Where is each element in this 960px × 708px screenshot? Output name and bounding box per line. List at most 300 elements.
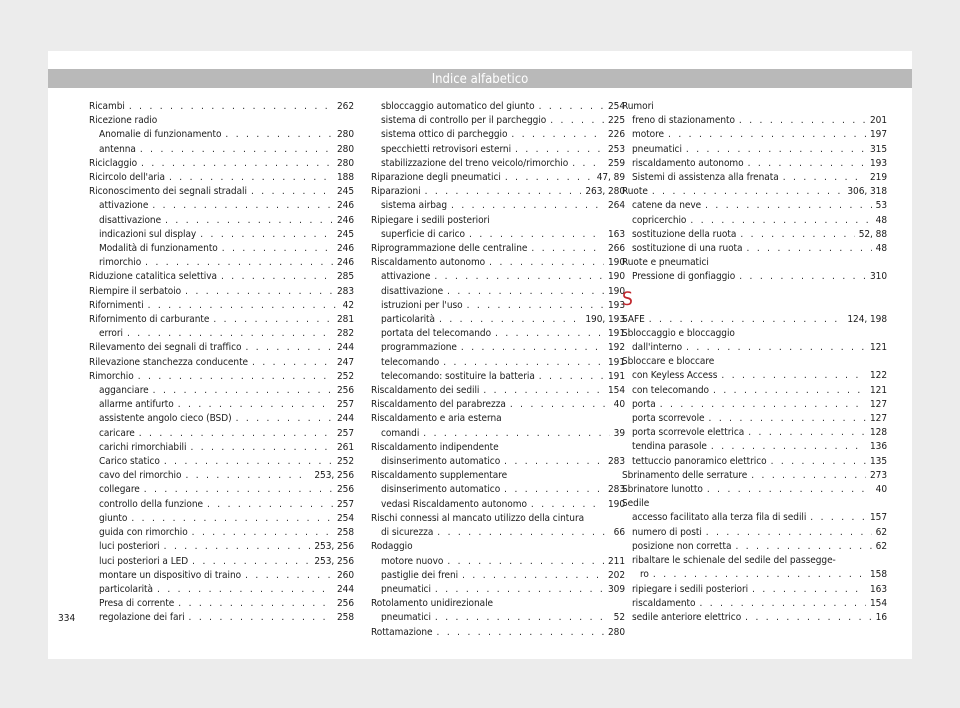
dot-leader bbox=[439, 313, 581, 327]
dot-leader bbox=[434, 270, 604, 284]
index-subentry bbox=[371, 285, 625, 299]
index-subentry bbox=[89, 583, 354, 597]
dot-leader bbox=[152, 199, 333, 213]
entry-pages: 40 bbox=[613, 399, 625, 411]
dot-leader bbox=[437, 526, 609, 540]
entry-pages: 254 bbox=[336, 512, 354, 524]
entry-pages: 285 bbox=[336, 271, 354, 283]
entry-pages: 190 bbox=[607, 285, 625, 297]
index-subentry bbox=[371, 299, 625, 313]
entry-label: disattivazione bbox=[99, 214, 162, 226]
dot-leader bbox=[192, 555, 310, 569]
entry-label: Riempire il serbatoio bbox=[89, 285, 182, 297]
index-subentry bbox=[89, 427, 354, 441]
index-subentry bbox=[371, 143, 625, 157]
dot-leader bbox=[751, 469, 866, 483]
dot-leader bbox=[178, 398, 333, 412]
entry-label: Riconoscimento dei segnali stradali bbox=[89, 186, 247, 198]
dot-leader bbox=[425, 185, 582, 199]
entry-pages: 40 bbox=[875, 484, 887, 496]
dot-leader bbox=[739, 270, 866, 284]
entry-label: Anomalie di funzionamento bbox=[99, 129, 222, 141]
dot-leader bbox=[711, 440, 866, 454]
index-subentry bbox=[371, 455, 625, 469]
entry-pages: 273 bbox=[869, 469, 887, 481]
dot-leader bbox=[752, 583, 866, 597]
index-subentry bbox=[622, 270, 887, 284]
entry-label: Rifornimenti bbox=[89, 299, 144, 311]
dot-leader bbox=[739, 114, 866, 128]
index-entry bbox=[622, 469, 887, 483]
entry-pages: 191 bbox=[607, 328, 625, 340]
index-subentry bbox=[622, 511, 887, 525]
index-heading: Ricezione radio bbox=[89, 115, 158, 127]
dot-leader bbox=[748, 426, 866, 440]
entry-pages: 192 bbox=[607, 342, 625, 354]
entry-pages: 122 bbox=[869, 370, 887, 382]
entry-pages: 254 bbox=[607, 101, 625, 112]
index-entry bbox=[371, 185, 625, 199]
entry-label: pneumatici bbox=[381, 612, 431, 624]
dot-leader bbox=[462, 569, 604, 583]
dot-leader bbox=[699, 597, 866, 611]
dot-leader bbox=[649, 313, 844, 327]
index-entry bbox=[89, 185, 354, 199]
entry-label: guida con rimorchio bbox=[99, 527, 188, 539]
entry-pages: 245 bbox=[336, 186, 354, 198]
entry-pages: 48 bbox=[875, 214, 887, 226]
index-subentry bbox=[371, 341, 625, 355]
entry-pages: 261 bbox=[336, 441, 354, 453]
index-subentry bbox=[622, 114, 887, 128]
page-title: Indice alfabetico bbox=[431, 72, 529, 87]
entry-pages: 282 bbox=[336, 328, 354, 340]
entry-pages: 244 bbox=[336, 342, 354, 354]
page-number: 334 bbox=[58, 613, 76, 624]
entry-pages: 66 bbox=[613, 527, 625, 539]
entry-label: sbloccaggio automatico del giunto bbox=[381, 101, 535, 112]
dot-leader bbox=[447, 555, 604, 569]
entry-label: Presa di corrente bbox=[99, 598, 175, 610]
entry-label: dall'interno bbox=[632, 342, 683, 354]
entry-label: caricare bbox=[99, 427, 135, 439]
entry-pages: 191 bbox=[607, 356, 625, 368]
dot-leader bbox=[437, 626, 604, 640]
entry-pages: 253, 256 bbox=[314, 541, 354, 553]
index-subentry bbox=[622, 341, 887, 355]
entry-pages: 283 bbox=[336, 285, 354, 297]
index-subentry bbox=[89, 526, 354, 540]
index-heading: Ripiegare i sedili posteriori bbox=[371, 214, 490, 226]
index-subentry bbox=[89, 412, 354, 426]
dot-leader bbox=[653, 568, 866, 582]
entry-label: Sistemi di assistenza alla frenata bbox=[632, 172, 779, 184]
index-subentry bbox=[622, 228, 887, 242]
index-column-3 bbox=[622, 100, 887, 625]
entry-pages: 154 bbox=[607, 385, 625, 397]
index-subentry bbox=[371, 483, 625, 497]
index-subentry bbox=[371, 199, 625, 213]
entry-pages: 246 bbox=[336, 243, 354, 255]
dot-leader bbox=[721, 369, 866, 383]
index-subentry bbox=[89, 498, 354, 512]
dot-leader bbox=[510, 398, 610, 412]
entry-pages: 163 bbox=[607, 228, 625, 240]
index-column-2 bbox=[371, 100, 625, 640]
entry-pages: 226 bbox=[607, 129, 625, 141]
dot-leader bbox=[709, 412, 866, 426]
entry-pages: 127 bbox=[869, 413, 887, 425]
index-subentry bbox=[371, 427, 625, 441]
entry-label: particolarità bbox=[99, 583, 153, 595]
entry-pages: 127 bbox=[869, 398, 887, 410]
entry-label: sistema ottico di parcheggio bbox=[381, 129, 508, 141]
entry-label: pneumatici bbox=[632, 143, 682, 155]
entry-pages: 257 bbox=[336, 498, 354, 510]
index-heading: Riscaldamento e aria esterna bbox=[371, 413, 502, 425]
index-subentry bbox=[371, 157, 625, 171]
dot-leader bbox=[145, 256, 333, 270]
dot-leader bbox=[153, 384, 333, 398]
dot-leader bbox=[185, 285, 333, 299]
entry-label: copricerchio bbox=[632, 214, 687, 226]
entry-pages: 246 bbox=[336, 214, 354, 226]
entry-label: SAFE bbox=[622, 313, 645, 325]
entry-label: posizione non corretta bbox=[632, 540, 732, 552]
dot-leader bbox=[810, 511, 866, 525]
entry-label: controllo della funzione bbox=[99, 498, 203, 510]
dot-leader bbox=[713, 384, 866, 398]
entry-label: disinserimento automatico bbox=[381, 484, 501, 496]
entry-label: luci posteriori bbox=[99, 541, 160, 553]
dot-leader bbox=[735, 540, 871, 554]
index-heading: Ruote e pneumatici bbox=[622, 257, 709, 269]
entry-pages: 246 bbox=[336, 200, 354, 212]
index-entry bbox=[89, 299, 354, 313]
index-heading: Riscaldamento supplementare bbox=[371, 470, 508, 482]
entry-label: con Keyless Access bbox=[632, 370, 718, 382]
dot-leader bbox=[245, 341, 333, 355]
dot-leader bbox=[222, 242, 333, 256]
entry-pages: 309 bbox=[607, 583, 625, 595]
entry-label: freno di stazionamento bbox=[632, 115, 735, 127]
entry-label: sostituzione di una ruota bbox=[632, 243, 743, 255]
index-subentry bbox=[89, 569, 354, 583]
entry-pages: 225 bbox=[607, 115, 625, 127]
entry-pages: 188 bbox=[336, 172, 354, 184]
entry-label: telecomando: sostituire la batteria bbox=[381, 370, 535, 382]
entry-label: ro bbox=[640, 569, 649, 581]
dot-leader bbox=[740, 228, 854, 242]
index-entry bbox=[622, 313, 887, 327]
dot-leader bbox=[178, 597, 333, 611]
entry-label: pastiglie dei freni bbox=[381, 569, 459, 581]
index-subentry bbox=[371, 270, 625, 284]
dot-leader bbox=[686, 143, 866, 157]
index-subentry bbox=[622, 384, 887, 398]
dot-leader bbox=[236, 412, 333, 426]
index-heading: Riscaldamento indipendente bbox=[371, 441, 499, 453]
dot-leader bbox=[539, 370, 604, 384]
index-entry bbox=[89, 370, 354, 384]
dot-leader bbox=[127, 327, 333, 341]
entry-pages: 163 bbox=[869, 583, 887, 595]
entry-label: riscaldamento bbox=[632, 597, 696, 609]
entry-pages: 53 bbox=[875, 200, 887, 212]
dot-leader bbox=[539, 100, 604, 114]
index-subentry bbox=[371, 569, 625, 583]
index-entry bbox=[89, 313, 354, 327]
dot-leader bbox=[192, 526, 333, 540]
entry-label: cavo del rimorchio bbox=[99, 470, 182, 482]
entry-pages: 128 bbox=[869, 427, 887, 439]
entry-pages: 244 bbox=[336, 583, 354, 595]
dot-leader bbox=[504, 455, 604, 469]
entry-pages: 124, 198 bbox=[847, 313, 887, 325]
entry-label: Rilevamento dei segnali di traffico bbox=[89, 342, 242, 354]
index-subentry bbox=[371, 327, 625, 341]
index-entry bbox=[371, 242, 625, 256]
entry-label: motore bbox=[632, 129, 665, 141]
entry-label: Riparazione degli pneumatici bbox=[371, 172, 501, 184]
entry-label: Rottamazione bbox=[371, 626, 433, 638]
dot-leader bbox=[213, 313, 333, 327]
index-subentry bbox=[371, 313, 625, 327]
entry-pages: 256 bbox=[336, 598, 354, 610]
entry-pages: 48 bbox=[875, 243, 887, 255]
dot-leader bbox=[747, 242, 872, 256]
entry-pages: 190 bbox=[607, 498, 625, 510]
dot-leader bbox=[131, 512, 333, 526]
entry-label: portata del telecomando bbox=[381, 328, 492, 340]
dot-leader bbox=[169, 171, 333, 185]
entry-pages: 257 bbox=[336, 399, 354, 411]
dot-leader bbox=[221, 270, 333, 284]
entry-label: rimorchio bbox=[99, 257, 142, 269]
entry-label: accesso facilitato alla terza fila di sedili bbox=[632, 512, 807, 524]
entry-pages: 280 bbox=[607, 626, 625, 638]
entry-label: tettuccio panoramico elettrico bbox=[632, 455, 767, 467]
entry-pages: 190, 193 bbox=[585, 314, 625, 326]
index-subentry bbox=[622, 398, 887, 412]
index-subentry bbox=[89, 128, 354, 142]
entry-pages: 197 bbox=[869, 129, 887, 141]
index-subentry bbox=[89, 469, 354, 483]
entry-label: indicazioni sul display bbox=[99, 228, 197, 240]
entry-label: porta bbox=[632, 398, 656, 410]
entry-pages: 252 bbox=[336, 370, 354, 382]
index-subentry bbox=[371, 526, 625, 540]
index-subentry bbox=[622, 540, 887, 554]
entry-label: Ricambi bbox=[89, 101, 125, 112]
dot-leader bbox=[164, 455, 333, 469]
entry-pages: 258 bbox=[336, 527, 354, 539]
entry-label: Riduzione catalitica selettiva bbox=[89, 271, 217, 283]
dot-leader bbox=[706, 526, 872, 540]
entry-label: disinserimento automatico bbox=[381, 456, 501, 468]
entry-label: Riprogrammazione delle centraline bbox=[371, 243, 528, 255]
entry-label: porta scorrevole bbox=[632, 413, 705, 425]
entry-pages: 283 bbox=[607, 456, 625, 468]
entry-pages: 190 bbox=[607, 257, 625, 269]
dot-leader bbox=[483, 384, 604, 398]
index-letter-heading: S bbox=[622, 287, 633, 310]
index-subentry bbox=[89, 441, 354, 455]
entry-pages: 283 bbox=[607, 484, 625, 496]
index-heading: Sbloccaggio e bloccaggio bbox=[622, 327, 735, 339]
dot-leader bbox=[515, 143, 604, 157]
entry-pages: 62 bbox=[875, 526, 887, 538]
entry-label: sedile anteriore elettrico bbox=[632, 611, 742, 623]
index-subentry bbox=[89, 540, 354, 554]
index-subentry bbox=[371, 611, 625, 625]
entry-pages: 219 bbox=[869, 172, 887, 184]
index-subentry bbox=[371, 114, 625, 128]
entry-label: di sicurezza bbox=[381, 527, 434, 539]
dot-leader bbox=[189, 611, 333, 625]
entry-label: allarme antifurto bbox=[99, 399, 174, 411]
index-entry bbox=[371, 398, 625, 412]
entry-label: comandi bbox=[381, 427, 420, 439]
entry-pages: 266 bbox=[607, 243, 625, 255]
entry-label: antenna bbox=[99, 143, 136, 155]
entry-pages: 121 bbox=[869, 384, 887, 396]
index-subentry bbox=[89, 256, 354, 270]
dot-leader bbox=[748, 157, 866, 171]
index-subentry bbox=[622, 611, 887, 625]
index-subentry bbox=[371, 370, 625, 384]
entry-label: Rimorchio bbox=[89, 370, 134, 382]
entry-pages: 136 bbox=[869, 441, 887, 453]
entry-label: superficie di carico bbox=[381, 228, 466, 240]
entry-pages: 263, 280 bbox=[585, 186, 625, 198]
dot-leader bbox=[443, 356, 604, 370]
dot-leader bbox=[164, 540, 311, 554]
index-column-1 bbox=[89, 100, 354, 626]
index-subentry bbox=[89, 228, 354, 242]
entry-pages: 16 bbox=[875, 611, 887, 623]
index-subentry bbox=[622, 143, 887, 157]
entry-pages: 47, 89 bbox=[596, 172, 625, 184]
entry-label: luci posteriori a LED bbox=[99, 555, 189, 567]
entry-label: motore nuovo bbox=[381, 555, 444, 567]
entry-pages: 264 bbox=[607, 200, 625, 212]
entry-pages: 158 bbox=[869, 569, 887, 581]
entry-pages: 190 bbox=[607, 271, 625, 283]
index-subentry bbox=[89, 611, 354, 625]
entry-pages: 252 bbox=[336, 456, 354, 468]
dot-leader bbox=[435, 611, 610, 625]
index-heading: Rotolamento unidirezionale bbox=[371, 598, 494, 610]
entry-pages: 262 bbox=[336, 101, 354, 112]
dot-leader bbox=[200, 228, 333, 242]
index-subentry bbox=[622, 426, 887, 440]
index-subentry bbox=[622, 242, 887, 256]
dot-leader bbox=[451, 199, 604, 213]
entry-label: Modalità di funzionamento bbox=[99, 243, 218, 255]
dot-leader bbox=[157, 583, 333, 597]
dot-leader bbox=[185, 469, 310, 483]
entry-label: Sbrinamento delle serrature bbox=[622, 469, 748, 481]
index-subentry bbox=[622, 412, 887, 426]
entry-pages: 121 bbox=[869, 342, 887, 354]
entry-pages: 154 bbox=[869, 597, 887, 609]
dot-leader bbox=[252, 356, 333, 370]
entry-label: istruzioni per l'uso bbox=[381, 299, 463, 311]
entry-label: telecomando bbox=[381, 356, 440, 368]
entry-label: attivazione bbox=[99, 200, 149, 212]
entry-label: errori bbox=[99, 328, 123, 340]
index-subentry bbox=[622, 157, 887, 171]
entry-pages: 280 bbox=[336, 157, 354, 169]
entry-label: tendina parasole bbox=[632, 441, 707, 453]
entry-pages: 191 bbox=[607, 370, 625, 382]
index-page bbox=[48, 51, 912, 659]
index-subentry bbox=[622, 199, 887, 213]
dot-leader bbox=[225, 128, 333, 142]
entry-pages: 52, 88 bbox=[858, 228, 887, 240]
index-subentry bbox=[89, 143, 354, 157]
dot-leader bbox=[435, 583, 604, 597]
index-entry bbox=[89, 341, 354, 355]
entry-pages: 253, 256 bbox=[314, 555, 354, 567]
entry-label: numero di posti bbox=[632, 526, 702, 538]
index-heading: Rodaggio bbox=[371, 541, 413, 553]
dot-leader bbox=[165, 214, 333, 228]
index-subentry bbox=[89, 327, 354, 341]
entry-label: pneumatici bbox=[381, 583, 431, 595]
index-subentry bbox=[89, 483, 354, 497]
dot-leader bbox=[461, 341, 604, 355]
entry-label: sostituzione della ruota bbox=[632, 228, 737, 240]
entry-label: Ruote bbox=[622, 186, 648, 198]
entry-label: porta scorrevole elettrica bbox=[632, 427, 745, 439]
index-subentry bbox=[371, 356, 625, 370]
index-subentry bbox=[622, 369, 887, 383]
entry-pages: 253, 256 bbox=[314, 470, 354, 482]
dot-leader bbox=[141, 157, 333, 171]
entry-pages: 280 bbox=[336, 129, 354, 141]
entry-label: Riciclaggio bbox=[89, 157, 138, 169]
entry-pages: 258 bbox=[336, 612, 354, 624]
entry-pages: 245 bbox=[336, 228, 354, 240]
entry-pages: 246 bbox=[336, 257, 354, 269]
entry-pages: 259 bbox=[607, 157, 625, 169]
entry-label: montare un dispositivo di traino bbox=[99, 569, 242, 581]
index-heading: ribaltare le schienale del sedile del passegge- bbox=[632, 555, 836, 567]
index-entry bbox=[89, 171, 354, 185]
dot-leader bbox=[129, 100, 333, 114]
entry-pages: 247 bbox=[336, 356, 354, 368]
index-subentry bbox=[371, 128, 625, 142]
entry-pages: 201 bbox=[869, 115, 887, 127]
entry-label: vedasi Riscaldamento autonomo bbox=[381, 498, 527, 510]
index-subentry bbox=[89, 398, 354, 412]
entry-label: sistema airbag bbox=[381, 200, 448, 212]
index-subentry bbox=[371, 228, 625, 242]
index-heading: Rischi connessi al mancato utilizzo della cintura bbox=[371, 512, 585, 524]
index-subentry bbox=[622, 568, 887, 582]
dot-leader bbox=[504, 483, 604, 497]
index-subentry bbox=[622, 214, 887, 228]
entry-label: Riscaldamento del parabrezza bbox=[371, 399, 506, 411]
dot-leader bbox=[707, 483, 872, 497]
entry-pages: 193 bbox=[869, 157, 887, 169]
index-entry bbox=[622, 185, 887, 199]
entry-label: catene da neve bbox=[632, 200, 702, 212]
entry-label: collegare bbox=[99, 484, 140, 496]
entry-pages: 52 bbox=[613, 612, 625, 624]
